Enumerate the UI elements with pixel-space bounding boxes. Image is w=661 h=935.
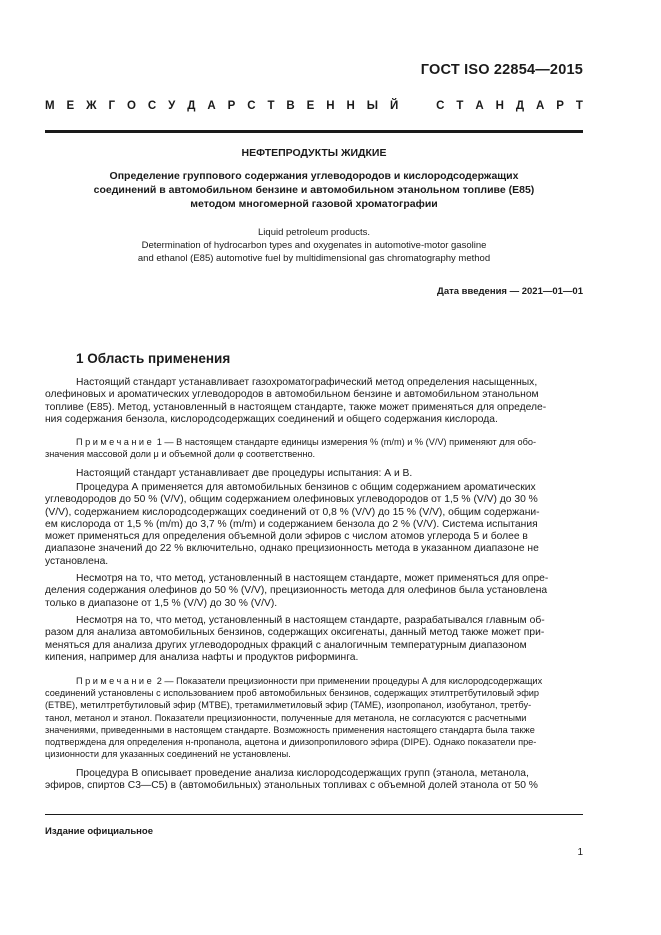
heading-letter: Т — [456, 100, 464, 112]
standard-type-heading — [45, 100, 583, 112]
subtitle-line: Определение группового содержания углеводородов и кислородсодержащих — [109, 170, 519, 182]
text-line: деления содержания олефинов до 50 % (V/V), прецизионность метода для олефинов была установлена — [45, 585, 548, 597]
text-line: Процедура А применяется для автомобильных бензинов с общим содержанием ароматических — [76, 482, 536, 493]
text-line: диапазоне значений до 22 % включительно, однако прецизионность метода в указанном диапазоне не — [45, 543, 539, 555]
footer-rule — [45, 814, 583, 815]
text-line: Процедура В описывает проведение анализа кислородсодержащих групп (этанола, метанола, — [76, 768, 529, 779]
text-line: Настоящий стандарт устанавливает газохроматографический метод определения насыщенных, — [76, 377, 538, 388]
heading-letter: Ы — [366, 100, 379, 112]
text-line: (V/V), содержанием кислородсодержащих соединений от 0,8 % (V/V) до 15 % (V/V), общим содержани- — [45, 506, 540, 518]
note-line: танол, метанол и этанол. Показатели прецизионности, полученные для метанола, не согласуются с расчетными — [45, 712, 527, 723]
paragraph-5 — [45, 615, 583, 664]
heading-letter: Е — [66, 100, 75, 112]
intro-date: Дата введения — 2021—01—01 — [437, 286, 583, 297]
heading-letter: Т — [267, 100, 275, 112]
doc-title-en — [45, 226, 583, 265]
heading-letter: Р — [556, 100, 564, 112]
heading-letter: Д — [515, 100, 525, 112]
header-rule — [45, 130, 583, 133]
page-number: 1 — [577, 847, 583, 858]
heading-letter: М — [45, 100, 55, 112]
text-line: только в диапазоне от 1,5 % (V/V) до 30 % (V/V). — [45, 597, 278, 609]
heading-letter: Й — [389, 100, 399, 112]
heading-letter: Г — [108, 100, 116, 112]
text-line: меняться для анализа других углеводородных фракций с аналогичным температурным диапазоном — [45, 639, 527, 651]
heading-letter: Н — [326, 100, 335, 112]
heading-letter: Р — [227, 100, 236, 112]
title-en-line: Determination of hydrocarbon types and oxygenates in automotive-motor gasoline — [141, 240, 487, 251]
title-en-line: Liquid petroleum products. — [258, 227, 370, 238]
note-text: 1 — В настоящем стандарте единицы измерения % (m/m) и % (V/V) применяют для обо- — [154, 437, 537, 447]
note-1 — [45, 436, 583, 460]
text-line: установлена. — [45, 555, 109, 567]
note-label: Примечание — [76, 437, 155, 447]
heading-letter: С — [147, 100, 157, 112]
heading-letter: Н — [495, 100, 504, 112]
note-line: значениями, приведенными в настоящем стандарте. Возможность применения настоящего стандарта была также — [45, 724, 535, 735]
heading-letter: Ж — [86, 100, 97, 112]
edition-label: Издание официальное — [45, 826, 153, 837]
title-en-line: and ethanol (E85) automotive fuel by multidimensional gas chromatography method — [137, 253, 491, 264]
doc-subtitle-ru — [45, 169, 583, 211]
text-line: кипения, например для анализа нафты и продуктов риформинга. — [45, 651, 359, 663]
note-line: значения массовой доли μ и объемной доли φ соответственно. — [45, 449, 316, 460]
subtitle-line: методом многомерной газовой хроматографии — [190, 198, 438, 210]
heading-letter: А — [475, 100, 484, 112]
note-2 — [45, 675, 583, 760]
heading-letter: В — [286, 100, 295, 112]
heading-gap — [410, 100, 424, 112]
text-line: может применяться для определения объемной доли эфиров с числом атомов углерода 5 и более в — [45, 531, 528, 543]
text-line: Несмотря на то, что метод, установленный в настоящем стандарте, разрабатывался главным об- — [76, 615, 545, 626]
section-heading: 1 Область применения — [76, 351, 231, 366]
paragraph-6 — [45, 768, 583, 793]
text-line: ния содержания бензола, кислородсодержащих соединений и общего содержания кислорода. — [45, 413, 498, 425]
paragraph-1 — [45, 377, 583, 426]
text-line: Настоящий стандарт устанавливает две процедуры испытания: А и В. — [76, 468, 413, 479]
text-line: углеводородов до 50 % (V/V), общим содержанием олефиновых углеводородов от 1,5 % (V/V) до 30 % — [45, 494, 538, 506]
note-text: 2 — Показатели прецизионности при применении процедуры А для кислородсодержащих — [154, 676, 543, 686]
paragraph-4 — [45, 573, 583, 610]
text-line: топливе (E85). Метод, установленный в настоящем стандарте, также может применяться для определе- — [45, 401, 547, 413]
text-line: ем кислорода от 1,5 % (m/m) до 3,7 % (m/m) и содержанием бензола до 2 % (V/V). Система испытания — [45, 518, 538, 530]
heading-letter: С — [436, 100, 445, 112]
text-line: олефиновых и ароматических углеводородов в автомобильном бензине и автомобильном этанольном — [45, 389, 539, 401]
heading-letter: А — [207, 100, 216, 112]
heading-letter: Н — [346, 100, 355, 112]
subtitle-line: соединений в автомобильном бензине и автомобильном этанольном топливе (E85) — [93, 184, 535, 196]
paragraph-2 — [45, 468, 583, 480]
note-line: (ETBE), метилтретбутиловый эфир (MTBE), третамилметиловый эфир (TAME), изопропанол, изобутанол, третбу- — [45, 700, 532, 711]
note-line: соединений установлены с использованием проб автомобильных бензинов, содержащих этилтретбутиловый эфир — [45, 688, 540, 699]
doc-title-ru: НЕФТЕПРОДУКТЫ ЖИДКИЕ — [241, 147, 387, 159]
text-line: Несмотря на то, что метод, установленный в настоящем стандарте, может применяться для опре- — [76, 573, 549, 584]
heading-letter: Д — [187, 100, 196, 112]
note-line: цизионности для указанных соединений не установлены. — [45, 749, 291, 760]
text-line: разом для анализа автомобильных бензинов, содержащих оксигенаты, данный метод также может при- — [45, 627, 545, 639]
heading-letter: А — [535, 100, 545, 112]
note-line — [45, 675, 583, 687]
heading-letter: Е — [306, 100, 315, 112]
note-line: подтверждена для определения н-пропанола, ацетона и диизопропилового эфира (DIPE). Однако показатели пре- — [45, 737, 537, 748]
note-line — [45, 436, 583, 448]
note-label: Примечание — [76, 676, 155, 686]
heading-letter: Т — [575, 100, 583, 112]
heading-letter: О — [126, 100, 136, 112]
text-line: эфиров, спиртов С3—С5) в (автомобильных) этанольных топливах с объемной долей этанола от 50 % — [45, 780, 538, 792]
heading-letter: С — [247, 100, 256, 112]
heading-letter: У — [168, 100, 176, 112]
standard-code: ГОСТ ISO 22854—2015 — [420, 62, 583, 78]
paragraph-3 — [45, 482, 583, 568]
